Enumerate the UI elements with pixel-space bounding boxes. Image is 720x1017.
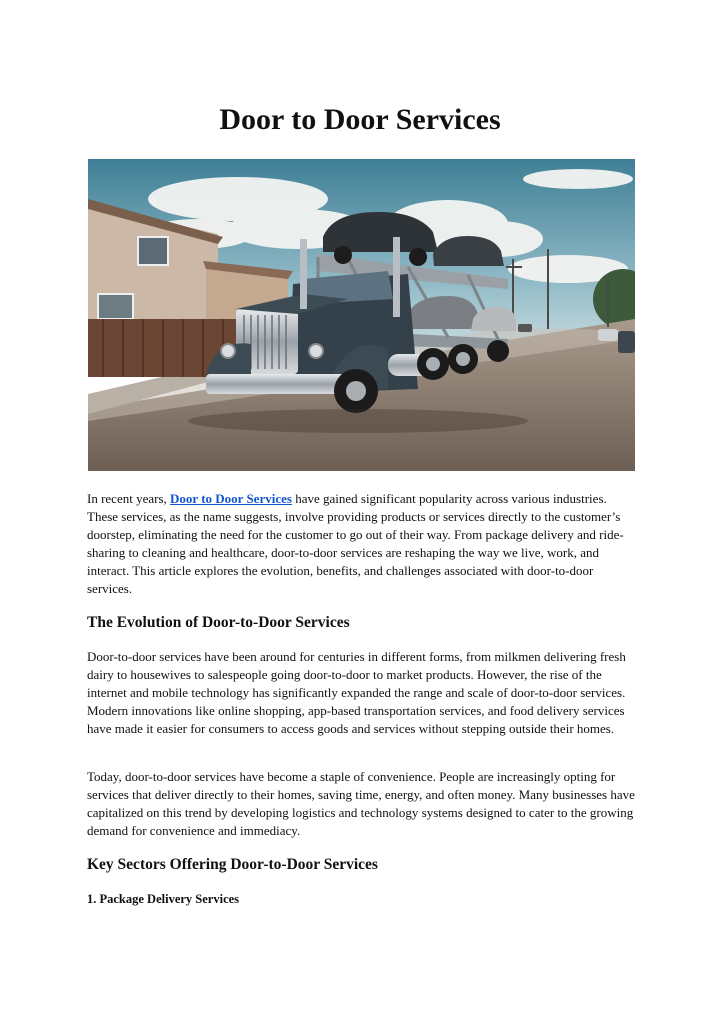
hero-image-car-carrier-truck xyxy=(88,159,635,471)
key-sectors-heading: Key Sectors Offering Door-to-Door Services xyxy=(87,856,378,873)
evolution-paragraph-2: Today, door-to-door services have become a staple of convenience. People are increasingly opting for services that deliver directly to their homes, saving time, energy, and often money. Many businesses have capitalized on this trend by developing logistics and technology systems designed to cater to the growing demand for convenience and immediacy. xyxy=(87,769,635,838)
evolution-heading: The Evolution of Door-to-Door Services xyxy=(87,614,350,631)
intro-paragraph xyxy=(87,490,635,598)
page-title: Door to Door Services xyxy=(219,103,501,136)
intro-text-before-link: In recent years, xyxy=(87,491,171,506)
evolution-paragraph-1: Door-to-door services have been around for centuries in different forms, from milkmen delivering fresh dairy to housewives to salespeople going door-to-door to market products. However, the rise of the internet and mobile technology has significantly expanded the range and scale of door-to-door services. Modern innovations like online shopping, app-based transportation services, and food delivery services have made it easier for consumers to access goods and services without stepping outside their homes. xyxy=(87,649,626,736)
intro-text-after-link: have gained significant popularity across various industries. These services, as the name suggests, involve providing products or services directly to the customer’s doorstep, eliminating the need for the customer to go out of their way. From package delivery and ride-sharing to cleaning and healthcare, door-to-door services are reshaping the way we live, work, and interact. This article explores the evolution, benefits, and challenges associated with door-to-door services. xyxy=(87,491,624,596)
door-to-door-services-link[interactable]: Door to Door Services xyxy=(170,491,292,506)
package-delivery-subheading: 1. Package Delivery Services xyxy=(87,892,240,906)
